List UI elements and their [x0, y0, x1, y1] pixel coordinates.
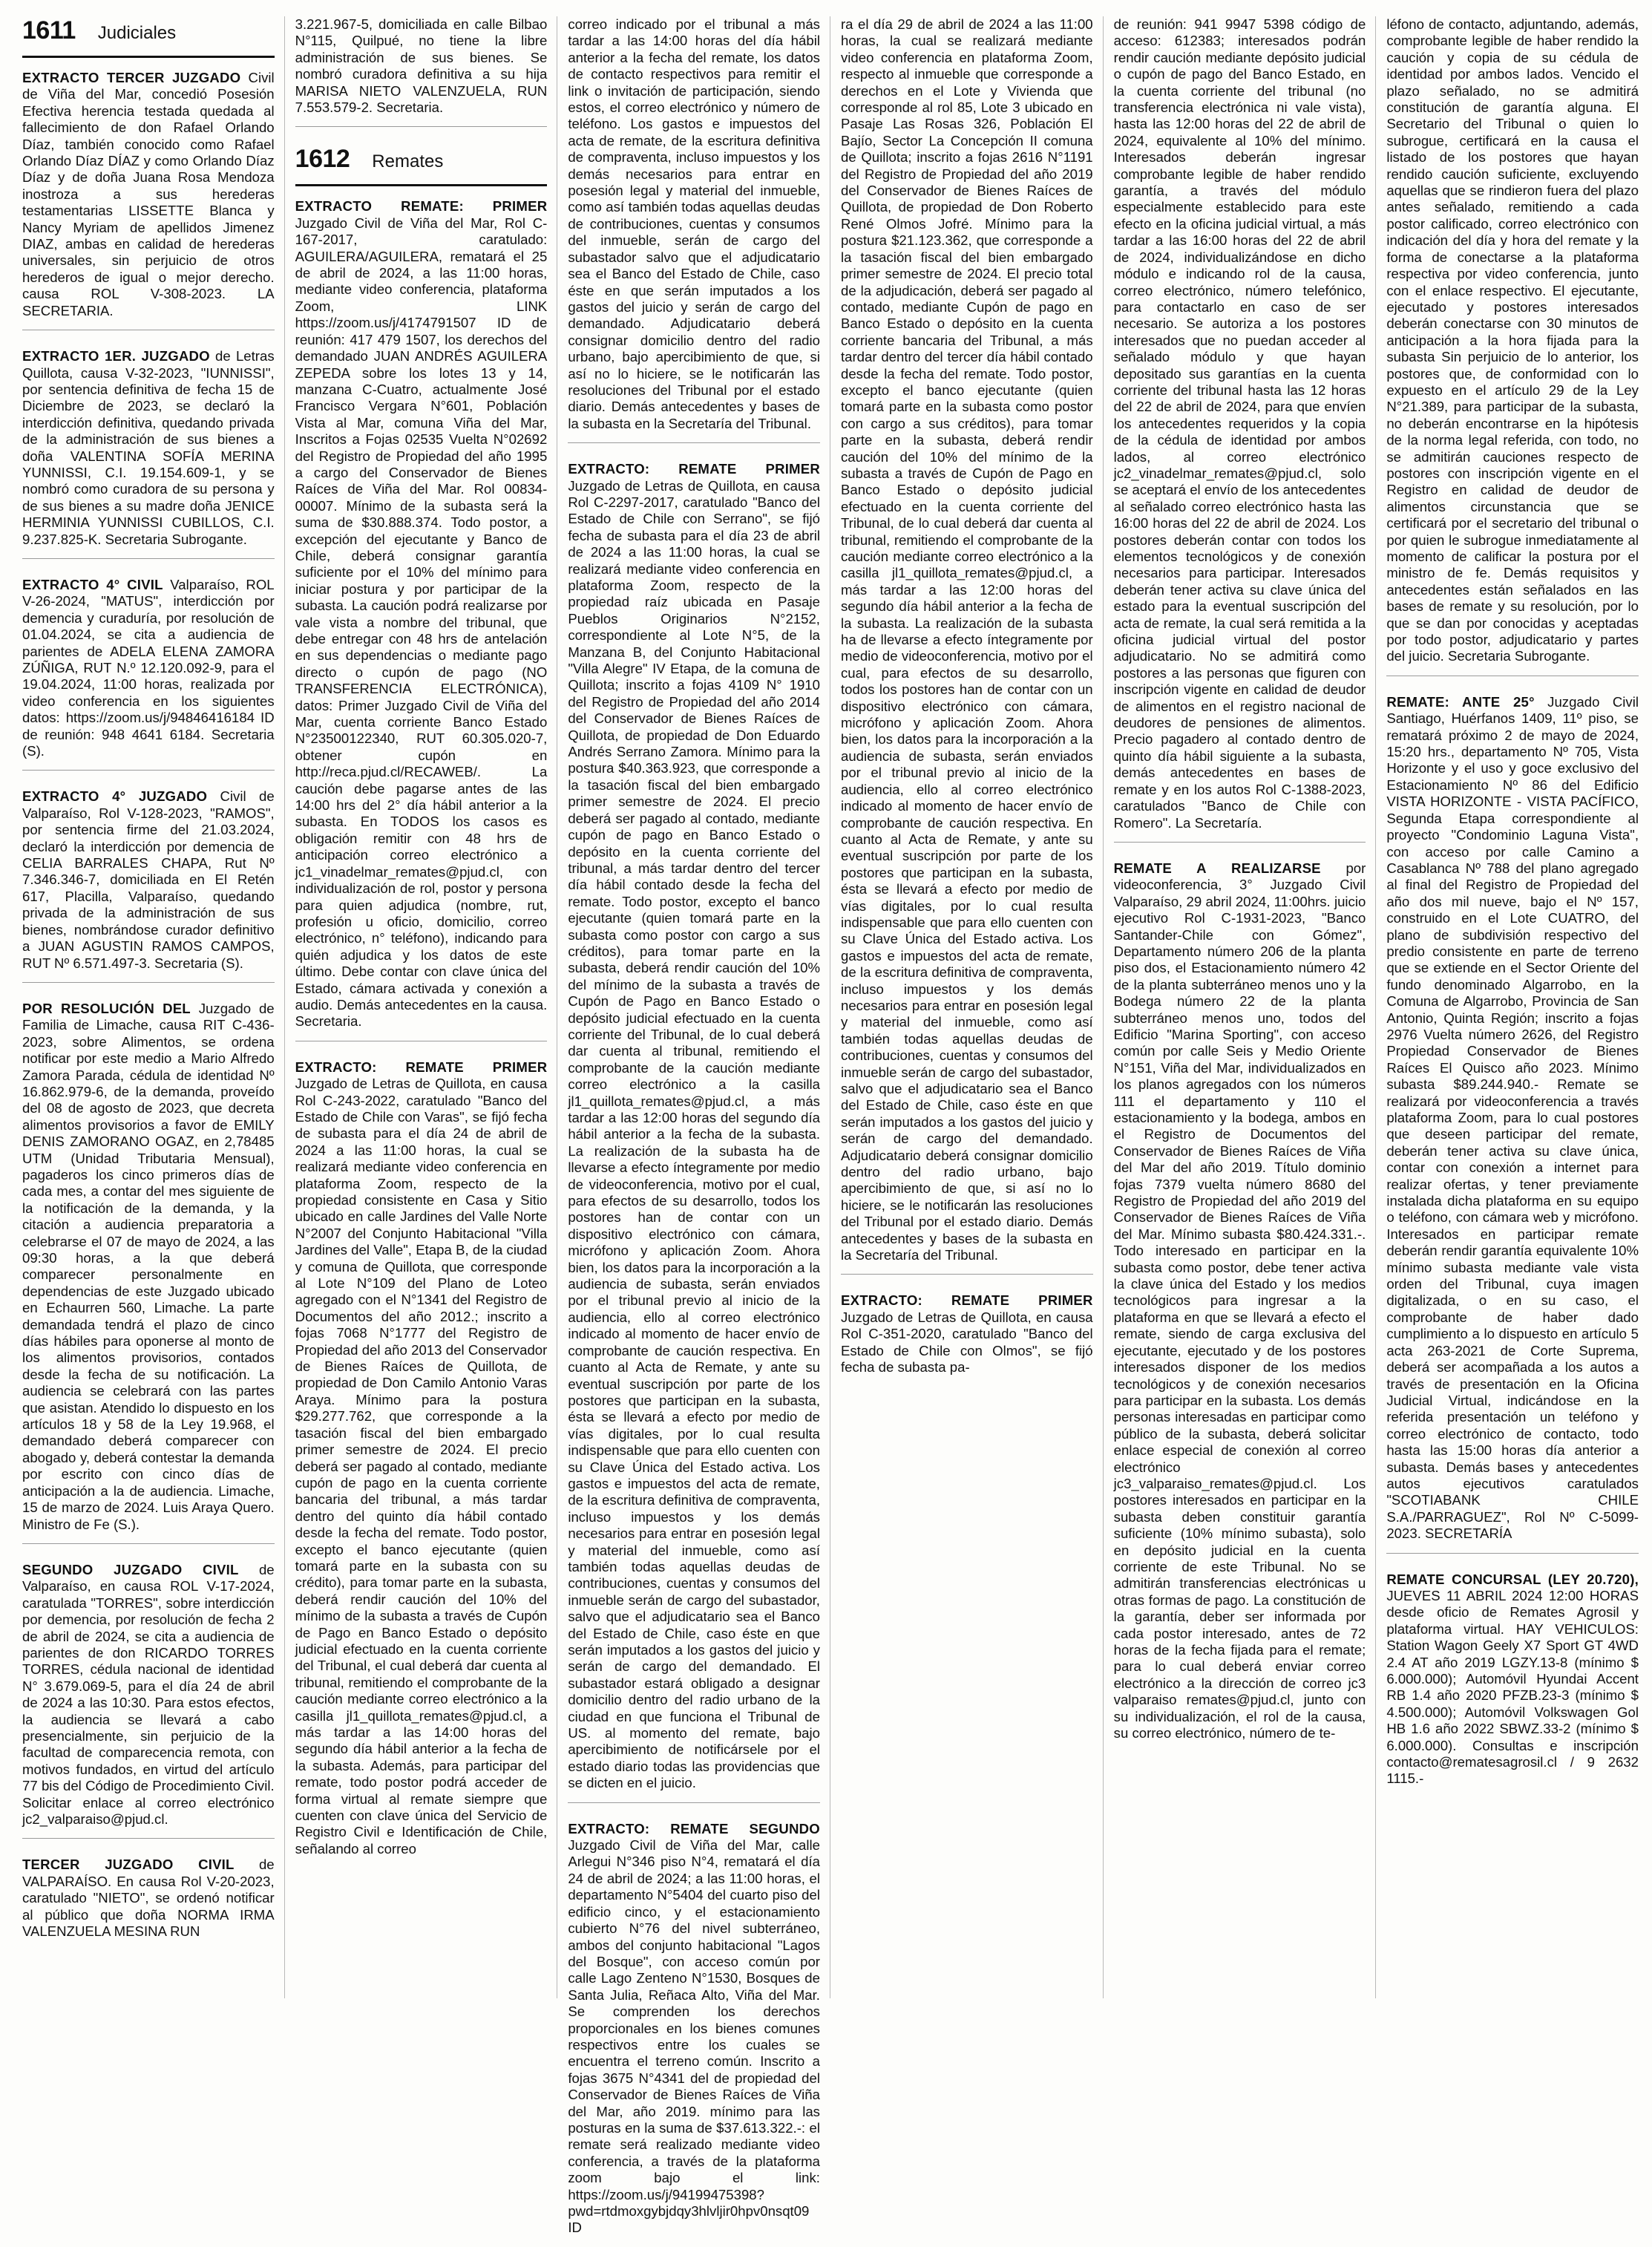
- notice-body: Civil de Valparaíso, Rol V-128-2023, "RAMOS", por sentencia firme del 21.03.2024, declaró la interdicción por demencia de CELIA BARRALES CHAPA, Rut Nº 7.346.346-7, domiciliada en El Retén 617, Placilla, Valparaíso, quedando privada de la administración de sus bienes, nombrándose curador definitivo a JUAN AGUSTIN RAMOS CAMPOS, RUT Nº 6.571.497-3. Secretaria (S).: [22, 788, 275, 971]
- notice: [22, 348, 275, 559]
- notice: [1386, 1571, 1639, 1798]
- section-header-remates: [295, 145, 548, 174]
- notice-body: Valparaíso, ROL V-26-2024, "MATUS", interdicción por demencia y curaduría, por resolución de 01.04.2024, se cita a audiencia de parientes de ADELA ELENA ZAMORA ZÚÑIGA, RUT N.º 12.120.092-9, para el 19.04.2024, 11:00 horas, realizada por video conferencia en los siguientes datos: https://zoom.us/j/94846416184 ID de reunión: 948 4641 6184. Secretaria (S).: [22, 576, 275, 759]
- column-2: [295, 16, 548, 1998]
- notice: [1114, 860, 1366, 1753]
- section-rule: [295, 184, 548, 186]
- notice: [295, 1059, 548, 1868]
- section-title: Judiciales: [97, 23, 177, 43]
- notice: [841, 1292, 1093, 1386]
- notice-lead: EXTRACTO 4° JUZGADO: [22, 788, 208, 805]
- column-5: [1114, 16, 1366, 1998]
- notice-lead: TERCER JUZGADO CIVIL: [22, 1857, 235, 1873]
- section-rule: [22, 56, 275, 58]
- notice-body: Juzgado de Letras de Quillota, en causa Rol C-2297-2017, caratulado "Banco del Estado de Chile con Serrano", se fijó fecha de subasta para el día 23 de abril de 2024 a las 11:00 horas, la cual se realizará mediante video conferencia en plataforma Zoom, respecto de la propiedad raíz ubicada en Pasaje Pueblos Originarios N°2152, correspondiente al Lote N°5, de la Manzana B, del Conjunto Habitacional "Villa Alegre" IV Etapa, de la comuna de Quillota; inscrito a fojas 4109 N° 1910 del Registro de Propiedad del año 2014 del Conservador de Bienes Raíces de Quillota, de propiedad de Don Eduardo Andrés Serrano Zamora. Mínimo para la postura $40.363.923, que corresponde a la tasación fiscal del bien embargado primer semestre de 2024. El precio deberá ser pagado al contado, mediante cupón de pago en Banco Estado o depósito en la cuenta corriente del tribunal, a más tardar dentro del tercer día hábil contado desde la fecha del remate. Todo postor, excepto el banco ejecutante (quien tomará parte en la subasta como postor con cargo a sus créditos), para tomar parte en la subasta, deberá rendir caución del 10% del mínimo de la subasta a través de Cupón de Pago en Banco Estado o depósito judicial efectuado en la cuenta corriente del Tribunal, de lo cual deberá dar cuenta al tribunal, remitiendo el comprobante de la caución mediante correo electrónico a la casilla jl1_quillota_remates@pjud.cl, a más tardar a las 12:00 horas del segundo día hábil anterior a la fecha de la subasta. La realización de la subasta ha de llevarse a efecto íntegramente por medio de videoconferencia, motivo por el cual, para efectos de su desarrollo, todos los postores han de contar con un dispositivo electrónico con cámara, micrófono y aplicación Zoom. Ahora bien, los datos para la incorporación a la audiencia de subasta, serán enviados por el tribunal previo al inicio de la audiencia, ello al correo electrónico indicado al momento de hacer envío de comprobante de caución respectiva. En cuanto al Acta de Remate, y ante su eventual suscripción por parte de los postores que participan en la subasta, ésta se llevará a efecto por medio de vías digitales, por lo cual resulta indispensable que para ello cuenten con su Clave Única del Estado activa. Los gastos e impuestos del acta de remate, de la escritura definitiva de compraventa, incluso impuestos y los demás necesarios para entrar en posesión legal y material del inmueble, como así también todas aquellas deudas de contribuciones, cuentas y consumos del inmueble serán de cargo del subastador, salvo que el adjudicatario sea el Banco del Estado de Chile, caso éste en que serán imputados a los gastos del juicio y serán de cargo del demandado. El subastador estará obligado a designar domicilio dentro del radio urbano de la ciudad en que funciona el Tribunal de US. al momento del remate, bajo apercibimiento de notificársele por el estado diario todas las providencias que se dicten en el juicio.: [568, 477, 820, 1791]
- notice: [22, 1857, 275, 1950]
- notice-body: JUEVES 11 ABRIL 2024 12:00 HORAS desde oficio de Remates Agrosil y plataforma virtual. HAY VEHICULOS: Station Wagon Geely X7 Sport GT 4WD 2.4 AT año 2019 LGZY.13-8 (mínimo $ 6.000.000); Automóvil Hyundai Accent RB 1.4 año 2020 PFZB.23-3 (mínimo $ 4.500.000); Automóvil Volkswagen Gol HB 1.6 año 2022 SBWZ.33-2 (mínimo $ 6.000.000). Consultas e inscripción contacto@rematesagrosil.cl / 9 2632 1115.-: [1386, 1587, 1639, 1787]
- notice: [22, 1562, 275, 1839]
- notice: [22, 577, 275, 771]
- column-4: [841, 16, 1093, 1998]
- notice-body: Juzgado de Letras de Quillota, en causa Rol C-351-2020, caratulado "Banco del Estado de Chile con Olmos", se fijó fecha de subasta pa-: [840, 1309, 1093, 1376]
- notice-lead: POR RESOLUCIÓN DEL: [22, 1000, 191, 1016]
- notice: [22, 1001, 275, 1544]
- notice-body: Juzgado de Familia de Limache, causa RIT C-436-2023, sobre Alimentos, se ordena notificar por este medio a Mario Alfredo Zamora Parada, cédula de identidad Nº 16.862.979-6, de la demanda, proveído del 08 de agosto de 2023, que decreta alimentos provisorios a favor de EMILY DENIS ZAMORANO OGAZ, en 2,78485 UTM (Unidad Tributaria Mensual), pagaderos los cinco primeros días de cada mes, a contar del mes siguiente de la notificación de la demanda, y la citación a audiencia preparatoria a celebrarse el 07 de mayo de 2024, a las 09:30 horas, a la que deberá comparecer personalmente en dependencias de este Juzgado ubicado en Echaurren 560, Limache. La parte demandada tendrá el plazo de cinco días hábiles para oponerse al monto de los alimentos provisorios, contados desde la fecha de su notificación. La audiencia se celebrará con las partes que asistan. Atendido lo dispuesto en los artículos 18 y 58 de la Ley 19.968, el demandado deberá comparecer con abogado y, deberá contestar la demanda por escrito con cinco días de anticipación a la de audiencia. Limache, 15 de marzo de 2024. Luis Araya Quero. Ministro de Fe (S.).: [22, 1000, 275, 1532]
- notice-body: Juzgado de Letras de Quillota, en causa Rol C-243-2022, caratulado "Banco del Estado de Chile con Varas", se fijó fecha de subasta para el día 24 de abril de 2024 a las 11:00 horas, la cual se realizará mediante video conferencia en plataforma Zoom, respecto de la propiedad consistente en Casa y Sitio ubicado en calle Jardines del Valle Norte N°2007 del Conjunto Habitacional "Villa Jardines del Valle", Etapa B, de la ciudad y comuna de Quillota, que corresponde al Lote N°109 del Plano de Loteo agregado con el N°1341 del Registro de Documentos del año 2012.; inscrito a fojas 7068 N°1777 del Registro de Propiedad del año 2013 del Conservador de Bienes Raíces de Quillota, de propiedad de Don Camilo Antonio Varas Araya. Mínimo para la postura $29.277.762, que corresponde a la tasación fiscal del bien embargado primer semestre de 2024. El precio deberá ser pagado al contado, mediante cupón de pago en la cuenta corriente bancaria del tribunal, a más tardar dentro del quinto día hábil contado desde la fecha del remate. Todo postor, excepto el banco ejecutante (quien tomará parte en la subasta con su crédito), para tomar parte en la subasta, deberá rendir caución del 10% del mínimo de la subasta a través de Cupón de Pago en Banco Estado o depósito judicial efectuado en la cuenta corriente del Tribunal, el cual deberá dar cuenta al tribunal, remitiendo el comprobante de la caución mediante correo electrónico a la casilla jl1_quillota_remates@pjud.cl, a más tardar a las 14:00 horas del segundo día hábil anterior a la fecha de la subasta. Además, para participar del remate, todo postor podrá acceder de forma virtual al remate siempre que cuenten con clave única del Servicio de Registro Civil e Identificación de Chile, señalando al correo: [295, 1076, 548, 1857]
- notice-body: Juzgado Civil Santiago, Huérfanos 1409, 11º piso, se rematará próximo 2 de mayo de 2024, 15:20 hrs., departamento Nº 705, Vista Horizonte y el uso y goce exclusivo del Estacionamiento Nº 86 del Edificio VISTA HORIZONTE - VISTA PACÍFICO, Segunda Etapa correspondiente al proyecto "Condominio Laguna Vista", con acceso por calle Camino a Casablanca Nº 788 del plano agregado al final del Registro de Propiedad del año dos mil nueve, bajo el Nº 157, construido en el Lote CUATRO, del plano de subdivisión respectivo del predio consistente en parte de terreno que se extiende en el Sector Oriente del fundo denominado Algarrobo, en la Comuna de Algarrobo, Provincia de San Antonio, Quinta Región; inscrito a fojas 2976 Vuelta número 2626, del Registro Propiedad Conservador de Bienes Raíces El Quisco año 2023. Mínimo subasta $89.244.940.- Remate se realizará por videoconferencia a través plataforma Zoom, para lo cual postores que deseen participar del remate, deberán tener activa su clave única, contar con conexión a internet para realizar ofertas, y tener previamente instalada dicha plataforma en su equipo o teléfono, con cámara web y micrófono. Interesados en participar remate deberán rendir garantía equivalente 10% mínimo subasta mediante vale vista orden del Tribunal, cuya imagen digitalizada, o en su caso, el comprobante de haber dado cumplimiento a lo dispuesto en artículo 5 acta 263-2021 de Corte Suprema, deberá ser acompañada a los autos a través de presentación en la Oficina Judicial Virtual, indicándose en la referida presentación un teléfono y correo electrónico de contacto, todo hasta las 15:00 horas día anterior a subasta. Demás bases y antecedentes autos ejecutivos caratulados "SCOTIABANK CHILE S.A./PARRAGUEZ", Rol Nº C-5099-2023. SECRETARÍA: [1386, 693, 1639, 1542]
- notice-lead: SEGUNDO JUZGADO CIVIL: [22, 1561, 239, 1577]
- column-3: [568, 16, 820, 2236]
- notice-continuation: ra el día 29 de abril de 2024 a las 11:00 horas, la cual se realizará mediante video conferencia en plataforma Zoom, respecto al inmueble que corresponde a derechos en el Lote y Vivienda que corresponde al rol 85, Lote 3 ubicado en Pasaje Las Rosas 326, Población El Bajío, Sector La Concepción II comuna de Quillota; inscrito a fojas 2616 N°1191 del Registro de Propiedad del año 2019 del Conservador de Bienes Raíces de Quillota, de propiedad de Don Roberto René Olmos Jofré. Mínimo para la postura $21.123.362, que corresponde a la tasación fiscal del bien embargado primer semestre de 2024. El precio total de la adjudicación, deberá ser pagado al contado, mediante Cupón de pago en Banco Estado o depósito en la cuenta corriente bancaria del Tribunal, a más tardar dentro del tercer día hábil contado desde la fecha del remate. Todo postor, excepto el banco ejecutante (quien tomará parte en la subasta como postor con cargo a sus créditos), para tomar parte en la subasta, deberá rendir caución del 10% del mínimo de la subasta a través de Cupón de Pago en Banco Estado o depósito judicial efectuado en la cuenta corriente del Tribunal, de lo cual deberá dar cuenta al tribunal, remitiendo el comprobante de la caución mediante correo electrónico a la casilla jl1_quillota_remates@pjud.cl, a más tardar a las 12:00 horas del segundo día hábil anterior a la fecha de la subasta. La realización de la subasta ha de llevarse a efecto íntegramente por medio de videoconferencia, motivo por el cual, para efectos de su desarrollo, todos los postores han de contar con un dispositivo electrónico con cámara, micrófono y aplicación Zoom. Ahora bien, los datos para la incorporación a la audiencia de subasta, serán enviados por el tribunal previo al inicio de la audiencia, ello al correo electrónico indicado al momento de hacer envío de comprobante de caución respectiva. En cuanto al Acta de Remate, y ante su eventual suscripción por parte de los postores que participan en la subasta, ésta se llevará a efecto por medio de vías digitales, por lo cual resulta indispensable que para ello cuenten con su Clave Única del Estado activa. Los gastos e impuestos del acta de remate, de la escritura definitiva de compraventa, incluso impuestos y los demás necesarios para entrar en posesión legal y material del inmueble, como así también todas aquellas deudas de contribuciones, cuentas y consumos del inmueble serán de cargo del subastador, salvo que el adjudicatario sea el Banco del Estado de Chile, caso éste en que serán imputados a los gastos del juicio y serán de cargo del demandado. Adjudicatario deberá consignar domicilio dentro del radio urbano, bajo apercibimiento de que, si así no lo hiciere, se le notificarán las resoluciones del Tribunal por el estado diario. Demás antecedentes y bases de la subasta en la Secretaría del Tribunal.: [841, 16, 1093, 1275]
- section-title: Remates: [372, 151, 444, 172]
- notice-lead: REMATE CONCURSAL (LEY 20.720),: [1386, 1571, 1639, 1587]
- notice-body: Juzgado Civil de Viña del Mar, calle Arlegui N°346 piso N°4, rematará el día 24 de abril de 2024; a las 11:00 horas, el departamento N°5404 del cuarto piso del edificio cinco, y el estacionamiento cubierto N°76 del nivel subterráneo, ambos del conjunto habitacional "Lagos del Bosque", con acceso común por calle Lago Zenteno N°1530, Bosques de Santa Julia, Reñaca Alto, Viña del Mar. Se comprenden los derechos proporcionales en los bienes comunes respectivos entre los cuales se encuentra el terreno común. Inscrito a fojas 3675 N°4341 del de propiedad del Conservador de Bienes Raíces de Viña del Mar, año 2019. mínimo para las posturas en la suma de $37.613.322.-: el remate será realizado mediante video conferencia, a través de la plataforma zoom bajo el link: https://zoom.us/j/94199475398?pwd=rtdmoxgybjdqy3hlvljir0hpv0nsqt09 ID: [568, 1837, 820, 2236]
- notice-continuation: 3.221.967-5, domiciliada en calle Bilbao N°115, Quilpué, no tiene la libre administración de sus bienes. Se nombró curadora definitiva a su hija MARISA NIETO VALENZUELA, RUN 7.553.579-2. Secretaria.: [295, 16, 548, 127]
- section-header-judiciales: [22, 16, 275, 45]
- notice-continuation: léfono de contacto, adjuntando, además, comprobante legible de haber rendido la caución y copia de su cédula de identidad por ambos lados. Vencido el plazo señalado, no se admitirá constitución de garantía alguna. El Secretario del Tribunal o quien lo subrogue, certificará en la causa el listado de los postores que hayan rendido caución suficiente, excluyendo aquellas que se rindieron fuera del plazo antes señalado, remitiendo a cada postor calificado, correo electrónico con indicación del día y hora del remate y la forma de conectarse a la plataforma respectiva por video conferencia, junto con el enlace respectivo. El ejecutante, ejecutado y postores interesados deberán conectarse con 30 minutos de anticipación a la hora fijada para la subasta Sin perjuicio de lo anterior, los postores que, de conformidad con lo expuesto en el artículo 29 de la Ley N°21.389, para participar de la subasta, no deberán encontrarse en la hipótesis de la norma legal referida, con todo, no se admitirán cauciones respecto de postores con inscripción vigente en el Registro en calidad de deudor de alimentos circunstancia que se certificará por el secretario del tribunal o por quien le subrogue inmediatamente al momento de calificar la postura por el ministro de fe. Demás requisitos y antecedentes están señalados en las bases de remate y su resolución, por lo que se dan por conocidas y aceptadas por todo postor, adjudicatario y partes del juicio. Secretaria Subrogante.: [1386, 16, 1639, 676]
- notice: [568, 1821, 820, 2247]
- notice: [22, 788, 275, 982]
- notice-lead: EXTRACTO: REMATE PRIMER: [840, 1292, 1093, 1309]
- notice-lead: EXTRACTO 1ER. JUZGADO: [22, 348, 210, 364]
- notice-lead: REMATE: ANTE 25°: [1386, 693, 1535, 710]
- column-1: [22, 16, 275, 1998]
- notice-body: de VALPARAÍSO. En causa Rol V-20-2023, caratulado "NIETO", se ordenó notificar al público que doña NORMA IRMA VALENZUELA MESINA RUN: [22, 1857, 275, 1940]
- notice-lead: EXTRACTO: REMATE PRIMER: [295, 1059, 548, 1075]
- notice: [295, 198, 548, 1041]
- notice: [22, 70, 275, 330]
- notice-lead: EXTRACTO: REMATE PRIMER: [568, 461, 820, 477]
- notice-body: de Valparaíso, en causa ROL V-17-2024, caratulada "TORRES", sobre interdicción por demencia, por resolución de fecha 2 de abril de 2024, se cita a audiencia de parientes de don RICARDO TORRES TORRES, cédula nacional de identidad N° 3.679.069-5, para el día 24 de abril de 2024 a las 10:30. Para estos efectos, la audiencia se llevará a cabo presencialmente, sin perjuicio de la facultad de comparecencia remota, con motivos fundados, en virtud del artículo 77 bis del Código de Procedimiento Civil. Solicitar enlace al correo electrónico jc2_valparaiso@pjud.cl.: [22, 1561, 275, 1827]
- notice-lead: REMATE A REALIZARSE: [1113, 860, 1321, 876]
- section-number: 1612: [295, 145, 350, 174]
- notice: [1386, 694, 1639, 1554]
- notice-body: Juzgado Civil de Viña del Mar, Rol C-167-2017, caratulado: AGUILERA/AGUILERA, rematará el 25 de abril de 2024, a las 11:00 horas, mediante video conferencia, plataforma Zoom, LINK https://zoom.us/j/4174791507 ID de reunión: 417 479 1507, los derechos del demandado JUAN ANDRÉS AGUILERA ZEPEDA sobre los lotes 13 y 14, manzana C-Cuatro, actualmente José Francisco Vergara N°601, Población Vista al Mar, comuna Viña del Mar, Inscritos a Fojas 02535 Vuelta N°02692 del Registro de Propiedad del año 1995 a cargo del Conservador de Bienes Raíces de Viña del Mar. Rol 00834-00007. Mínimo de la subasta será la suma de $30.888.374. Todo postor, a excepción del ejecutante y Banco de Chile, deberá consignar garantía suficiente por el 10% del mínimo para iniciar postura y por participar de la subasta. La caución podrá realizarse por vale vista a nombre del tribunal, que debe entregar con 48 hrs de antelación en sus dependencias o mediante pago directo o cupón de pago (NO TRANSFERENCIA ELECTRÓNICA), datos: Primer Juzgado Civil de Viña del Mar, cuenta corriente Banco Estado N°23500122340, RUT 60.305.020-7, obtener cupón en http://reca.pjud.cl/RECAWEB/. La caución debe pagarse antes de las 14:00 hrs del 2° día hábil anterior a la subasta. En TODOS los casos es obligación remitir con 48 hrs de anticipación correo electrónico a jc1_vinadelmar_remates@pjud.cl, con individualización de rol, postor y persona para quien adjudica (nombre, rut, profesión u oficio, domicilio, correo electrónico, n° teléfono), indicando para quién adjudica y los datos de este último. Debe contar con clave única del Estado, cámara activada y conexión a audio. Demás antecedentes en la causa. Secretaria.: [295, 215, 548, 1030]
- notice-continuation: de reunión: 941 9947 5398 código de acceso: 612383; interesados podrán rendir caución mediante depósito judicial o cupón de pago del Banco Estado, en la cuenta corriente del tribunal (no transferencia electrónica ni vale vista), hasta las 12:00 horas del 22 de abril de 2024, equivalente al 10% del mínimo. Interesados deberán ingresar comprobante legible de haber rendido garantía, a través del módulo especialmente establecido para este efecto en la oficina judicial virtual, a más tardar a las 16:00 horas del 22 de abril de 2024, individualizándose en dicho módulo e indicando rol de la causa, correo electrónico, número telefónico, para contactarlo en caso de ser necesario. Se autoriza a los postores interesados que no puedan acceder al señalado módulo y que hayan depositado sus garantías en la cuenta corriente del tribunal hasta las 12 horas del 22 de abril de 2024, para que envíen los antecedentes requeridos y la copia de la cédula de identidad por ambos lados, al correo electrónico jc2_vinadelmar_remates@pjud.cl, solo se aceptará el envío de los antecedentes al señalado correo electrónico hasta las 16:00 horas del 22 de abril de 2024. Los postores deberán contar con todos los elementos tecnológicos y de conexión necesarios para participar. Interesados deberán tener activa su clave única del estado para la eventual suscripción del acta de remate, la cual será remitida a la oficina judicial virtual del postor adjudicatario. No se admitirá como postores a las personas que figuren con inscripción vigente en calidad de deudor de alimentos en el registro nacional de deudores de pensiones de alimentos. Precio pagadero al contado dentro de quinto día hábil siguiente a la subasta, demás antecedentes en bases de remate y en los autos Rol C-1388-2023, caratulados "Banco de Chile con Romero". La Secretaría.: [1114, 16, 1366, 843]
- notice: [568, 461, 820, 1803]
- column-6: [1386, 16, 1639, 1998]
- notice-body: por videoconferencia, 3° Juzgado Civil Valparaíso, 29 abril 2024, 11:00hrs. juicio ejecutivo Rol C-1931-2023, "Banco Santander-Chile con Gómez", Departamento número 206 de la planta piso dos, el Estacionamiento número 42 de la planta subterráneo menos uno y la Bodega número 22 de la planta subterráneo menos uno, todos del Edificio "Marina Sporting", con acceso común por calle Seis y Medio Oriente N°151, Viña del Mar, individualizados en los planos agregados con los números 111 el departamento y 110 el estacionamiento y la bodega, ambos en el Registro de Documentos del Conservador de Bienes Raíces de Viña del Mar del año 2019. Título dominio fojas 7379 vuelta número 8680 del Registro de Propiedad del año 2019 del Conservador de Bienes Raíces de Viña del Mar. Mínimo subasta $80.424.331.-. Todo interesado en participar en la subasta como postor, debe tener activa la clave única del Estado y los medios tecnológicos para ingresar a la plataforma en que se llevará a efecto el remate, siendo de carga exclusiva del ejecutante, ejecutado y de los postores interesados disponer de los medios tecnológicos y de conexión necesarios para participar en la subasta. Los demás personas interesadas en participar como público de la subasta, deberá solicitar enlace especial de conexión al correo electrónico jc3_valparaiso_remates@pjud.cl. Los postores interesados en participar en la subasta deben constituir garantía suficiente (10% mínimo subasta), solo en depósito judicial en la cuenta corriente de este Tribunal. No se admitirán transferencias electrónicas u otras formas de pago. La constitución de la garantía, deber ser informada por cada postor interesado, antes de 72 horas de la fecha fijada para el remate; para lo cual deberá enviar correo electrónico a la dirección de correo jc3 valparaiso remates@pjud.cl, junto con su individualización, el rol de la causa, su correo electrónico, número de te-: [1113, 860, 1366, 1741]
- notice-continuation: correo indicado por el tribunal a más tardar a las 14:00 horas del día hábil anterior a la fecha del remate, los datos de contacto respectivos para remitir el link o invitación de participación, siendo estos, el correo electrónico y número de teléfono. Los gastos e impuestos del acta de remate, de la escritura definitiva de compraventa, incluso impuestos y los demás necesarios para entrar en posesión legal y material del inmueble, como así también todas aquellas deudas de contribuciones, cuentas y consumos del inmueble, serán de cargo del subastador salvo que el adjudicatario sea el Banco del Estado de Chile, caso éste en que serán imputados a los gastos del juicio y serán de cargo del demandado. Adjudicatario deberá consignar domicilio dentro del radio urbano, bajo apercibimiento de que, si así no lo hiciere, se le notificarán las resoluciones del Tribunal por el estado diario. Demás antecedentes y bases de la subasta en la Secretaría del Tribunal.: [568, 16, 820, 443]
- notice-body: Civil de Viña del Mar, concedió Posesión Efectiva herencia testada quedada al fallecimiento de don Rafael Orlando Díaz, también conocido como Rafael Orlando Díaz DÍAZ y como Orlando Díaz Díaz y de doña Juana Rosa Mendoza inostroza a sus herederas testamentarias LISSETTE Blanca y Nancy Myriam de apellidos Jimenez DIAZ, ambas en calidad de herederas universales, sin perjuicio de otros herederos de igual o mejor derecho. causa ROL V-308-2023. LA SECRETARIA.: [22, 70, 275, 318]
- notice-lead: EXTRACTO: REMATE SEGUNDO: [568, 1820, 820, 1836]
- notice-lead: EXTRACTO REMATE: PRIMER: [295, 198, 548, 215]
- notice-lead: EXTRACTO 4° CIVIL: [22, 576, 163, 592]
- notice-body: de Letras Quillota, causa V-32-2023, "IUNNISSI", por sentencia definitiva de fecha 15 de Diciembre de 2023, se declaró la interdicción definitiva, quedando privada de la administración de sus bienes a doña VALENTINA SOFÍA MERINA YUNNISSI, C.I. 19.154.609-1, y se nombró como curadora de su persona y de sus bienes a su madre doña JENICE HERMINIA YUNNISSI CUBILLOS, C.I. 9.237.825-K. Secretaria Subrogante.: [22, 348, 275, 547]
- section-number: 1611: [22, 16, 76, 45]
- notice-lead: EXTRACTO TERCER JUZGADO: [22, 70, 241, 85]
